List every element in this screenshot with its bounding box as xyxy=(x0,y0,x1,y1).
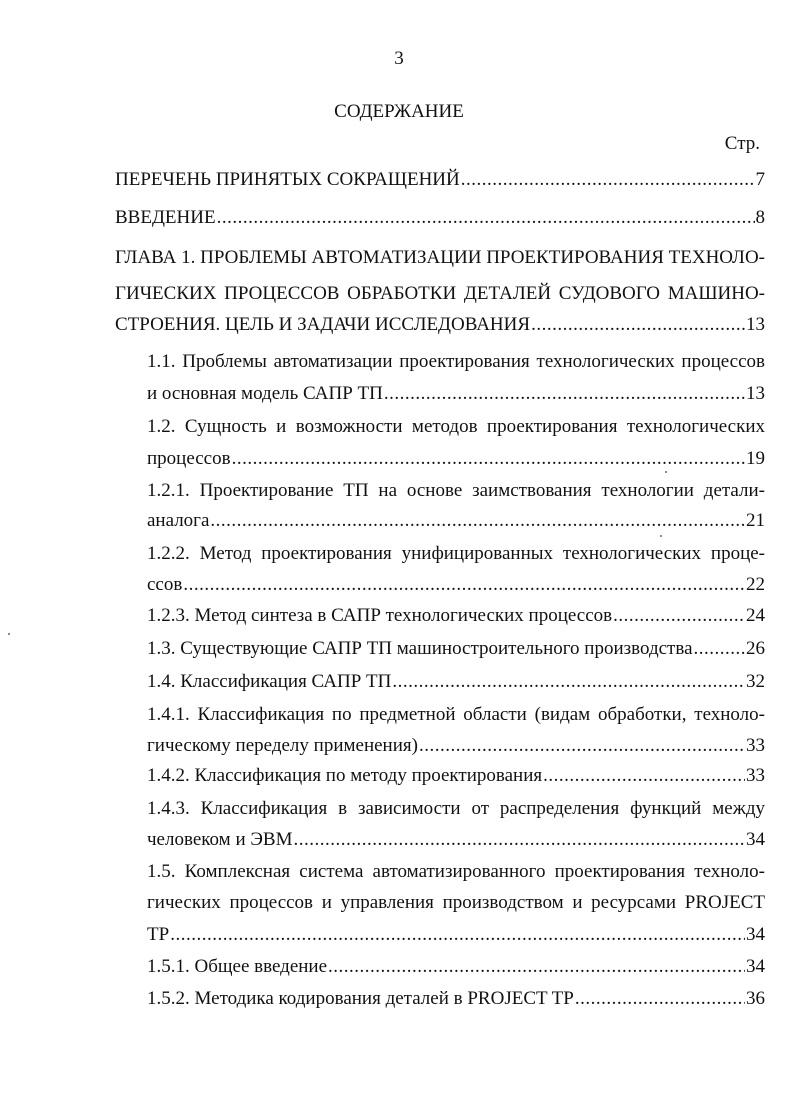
dot-leader xyxy=(575,986,745,1012)
dot-leader xyxy=(613,603,745,629)
dot-leader xyxy=(328,954,745,980)
toc-entry-title: человеком и ЭВМ xyxy=(147,829,293,850)
toc-entry-abbreviations xyxy=(115,167,765,193)
toc-section-1-2-line-1: 1.2. Сущность и возможности методов проектирования технологических xyxy=(147,416,765,437)
toc-entry-page: 34 xyxy=(746,924,765,945)
toc-entry-title: 1.3. Существующие САПР ТП машиностроительного производства xyxy=(147,638,693,659)
toc-section-1-2-2-line-1: 1.2.2. Метод проектирования унифицированных технологических проце- xyxy=(147,543,765,564)
toc-entry-title: аналога xyxy=(147,510,210,531)
dot-leader xyxy=(461,167,755,193)
toc-entry-page: 13 xyxy=(746,383,765,404)
toc-entry-title: СТРОЕНИЯ. ЦЕЛЬ И ЗАДАЧИ ИССЛЕДОВАНИЯ xyxy=(115,314,531,335)
toc-entry-title: 1.5.1. Общее введение xyxy=(147,956,328,977)
toc-section-1-4 xyxy=(147,669,765,695)
toc-section-1-5-line-1: 1.5. Комплексная система автоматизированного проектирования техноло- xyxy=(147,861,765,882)
dot-leader xyxy=(210,508,745,534)
toc-entry-title: 1.2.3. Метод синтеза в САПР технологических процессов xyxy=(147,605,613,626)
toc-section-1-2-3 xyxy=(147,603,765,629)
page-title: СОДЕРЖАНИЕ xyxy=(334,101,464,122)
dot-leader xyxy=(531,312,745,338)
toc-chapter-1-line-1: ГЛАВА 1. ПРОБЛЕМЫ АВТОМАТИЗАЦИИ ПРОЕКТИРОВАНИЯ ТЕХНОЛО- xyxy=(115,247,765,268)
dot-leader xyxy=(170,922,745,948)
toc-entry-page: 33 xyxy=(746,765,765,786)
scan-speck xyxy=(665,471,667,473)
toc-section-1-5-2 xyxy=(147,986,765,1012)
toc-section-1-1-line-2 xyxy=(147,381,765,407)
toc-section-1-2-line-2 xyxy=(147,446,765,472)
dot-leader xyxy=(217,205,755,231)
toc-entry-title: процессов xyxy=(147,448,231,469)
toc-entry-title: ВВЕДЕНИЕ xyxy=(115,207,216,228)
toc-entry-title: ПЕРЕЧЕНЬ ПРИНЯТЫХ СОКРАЩЕНИЙ xyxy=(115,169,460,190)
dot-leader xyxy=(543,763,745,789)
dot-leader xyxy=(384,381,745,407)
toc-section-1-3 xyxy=(147,636,765,662)
toc-section-1-4-3-line-1: 1.4.3. Классификация в зависимости от распределения функций между xyxy=(147,798,765,819)
toc-entry-title: TP xyxy=(147,924,170,945)
toc-entry-page: 34 xyxy=(746,829,765,850)
toc-entry-title: ссов xyxy=(147,574,183,595)
toc-entry-introduction xyxy=(115,205,765,231)
toc-section-1-5-line-3 xyxy=(147,922,765,948)
toc-entry-page: 33 xyxy=(746,735,765,756)
toc-entry-page: 7 xyxy=(755,169,765,190)
toc-entry-page: 32 xyxy=(746,671,765,692)
toc-section-1-4-1-line-2 xyxy=(147,733,765,759)
dot-leader xyxy=(392,669,745,695)
page-number: 3 xyxy=(394,48,404,69)
scan-speck xyxy=(660,535,662,537)
dot-leader xyxy=(419,733,745,759)
toc-section-1-5-1 xyxy=(147,954,765,980)
toc-entry-page: 13 xyxy=(746,314,765,335)
toc-entry-page: 8 xyxy=(755,207,765,228)
toc-entry-title: 1.4.2. Классификация по методу проектирования xyxy=(147,765,543,786)
toc-section-1-2-2-line-2 xyxy=(147,572,765,598)
dot-leader xyxy=(694,636,746,662)
toc-entry-page: 34 xyxy=(746,956,765,977)
toc-entry-title: гическому переделу применения) xyxy=(147,735,418,756)
toc-section-1-2-1-line-2 xyxy=(147,508,765,534)
toc-entry-page: 36 xyxy=(746,988,765,1009)
dot-leader xyxy=(183,572,745,598)
toc-entry-page: 19 xyxy=(746,448,765,469)
page-column-label: Стр. xyxy=(724,133,760,154)
scan-speck xyxy=(8,633,10,635)
toc-section-1-1-line-1: 1.1. Проблемы автоматизации проектирования технологических процессов xyxy=(147,351,765,372)
toc-entry-title: и основная модель САПР ТП xyxy=(147,383,383,404)
toc-section-1-4-1-line-1: 1.4.1. Классификация по предметной области (видам обработки, техноло- xyxy=(147,704,765,725)
toc-entry-page: 24 xyxy=(746,605,765,626)
toc-chapter-1-line-3 xyxy=(115,312,765,338)
toc-entry-page: 21 xyxy=(746,510,765,531)
toc-entry-title: 1.4. Классификация САПР ТП xyxy=(147,671,392,692)
toc-section-1-4-3-line-2 xyxy=(147,827,765,853)
toc-entry-page: 22 xyxy=(746,574,765,595)
dot-leader xyxy=(232,446,745,472)
toc-chapter-1-line-2: ГИЧЕСКИХ ПРОЦЕССОВ ОБРАБОТКИ ДЕТАЛЕЙ СУДОВОГО МАШИНО- xyxy=(115,283,765,304)
toc-entry-page: 26 xyxy=(746,638,765,659)
toc-section-1-5-line-2: гических процессов и управления производством и ресурсами PROJECT xyxy=(147,892,765,913)
toc-section-1-2-1-line-1: 1.2.1. Проектирование ТП на основе заимствования технологии детали- xyxy=(147,480,765,501)
toc-entry-title: 1.5.2. Методика кодирования деталей в PROJECT TP xyxy=(147,988,574,1009)
dot-leader xyxy=(293,827,745,853)
toc-section-1-4-2 xyxy=(147,763,765,789)
